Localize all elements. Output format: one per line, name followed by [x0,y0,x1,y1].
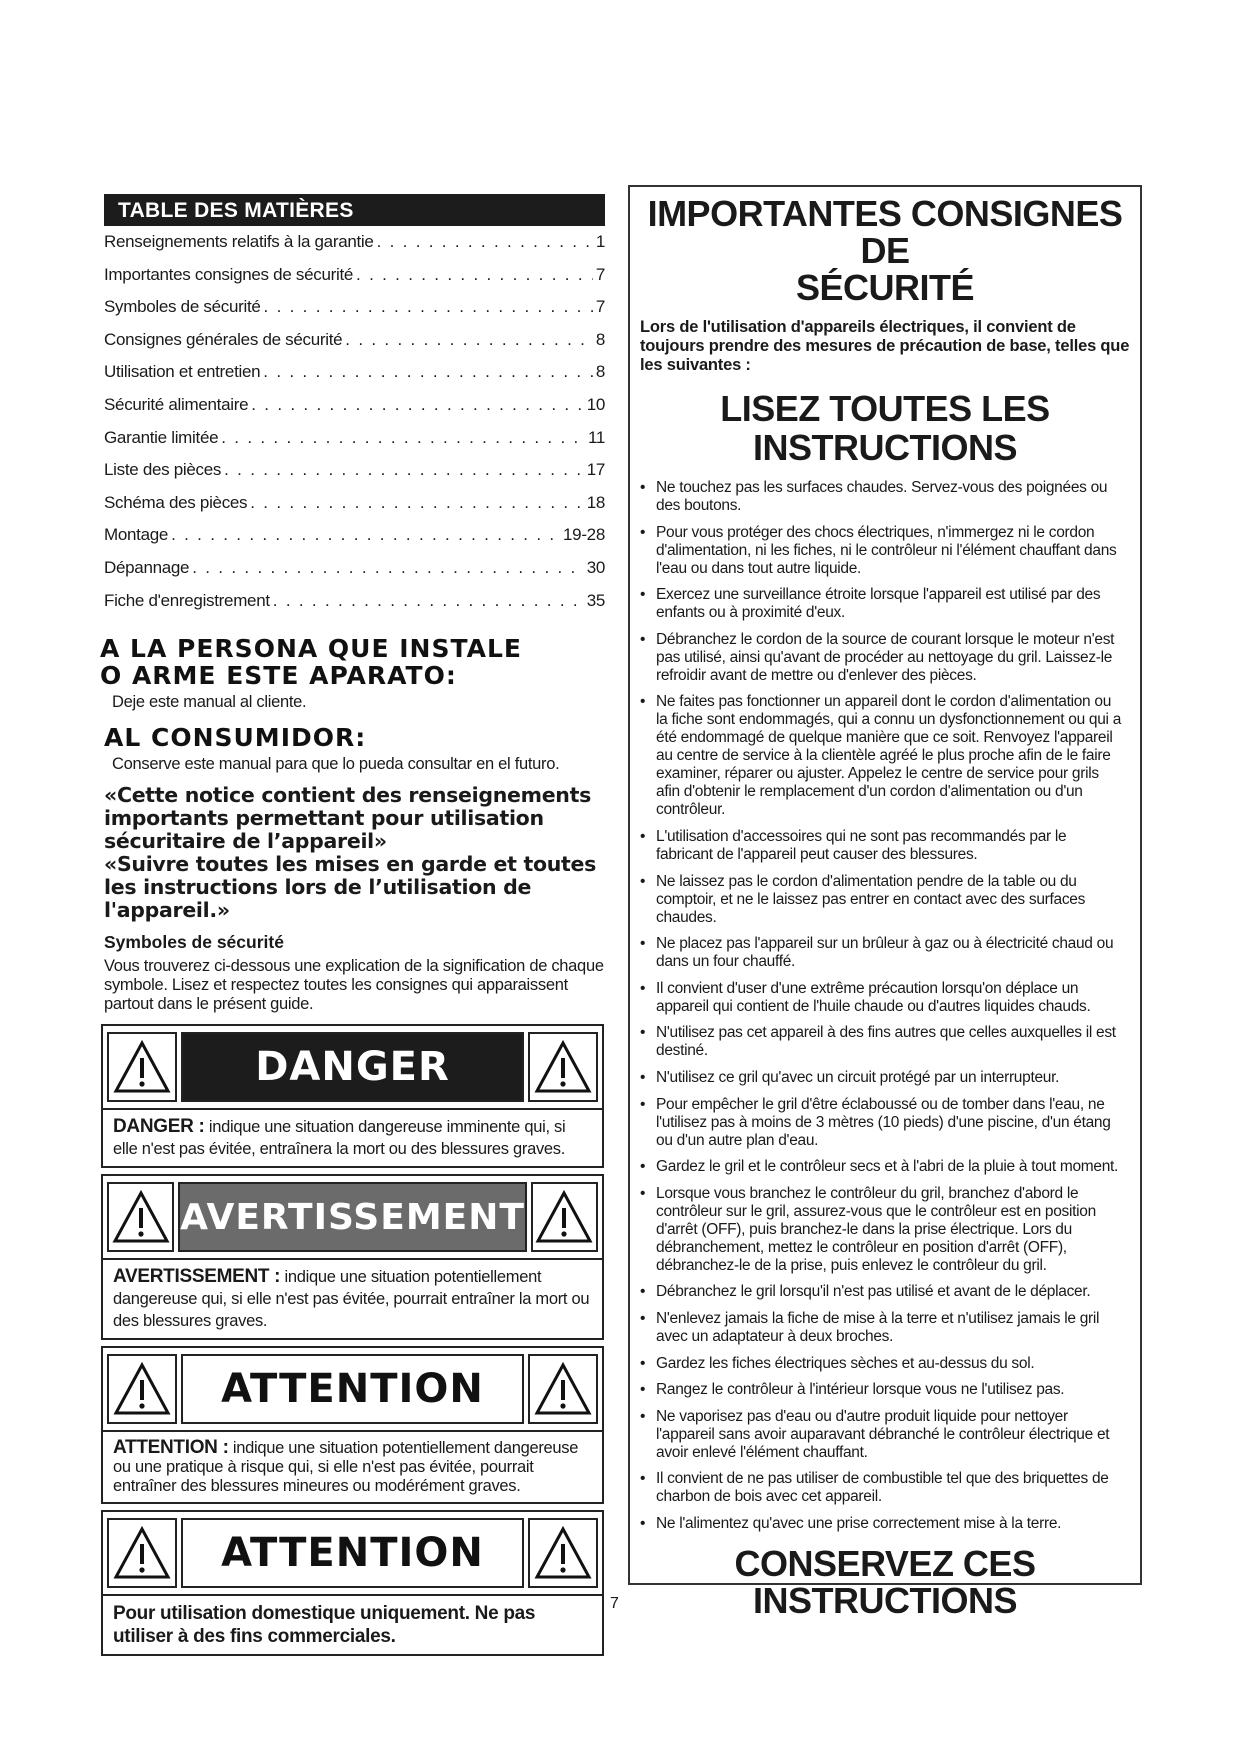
installer-title-line2: O ARME ESTE APARATO: [100,661,457,691]
attention-domestic-banner [107,1516,598,1590]
toc-entry [104,297,605,330]
avertissement-word: AVERTISSEMENT [178,1182,527,1252]
warning-triangle-icon [528,1354,598,1424]
read-instructions-title [630,389,1140,467]
toc-leader-dots [251,395,583,415]
toc-leader-dots [273,591,584,611]
toc-entry [104,525,605,558]
toc-entry-page: 11 [587,427,605,447]
safety-rule: • N'utilisez pas cet appareil à des fins autres que celles auxquelles il est destiné. [640,1024,1126,1060]
safety-rule: • Exercez une surveillance étroite lorsque l'appareil est utilisé par des enfants ou à proximité d'eux. [640,586,1126,622]
toc-entry-page: 10 [586,394,605,414]
attention-domestic-box [101,1510,604,1656]
read-title-line1: LISEZ TOUTES LES [720,388,1050,429]
attention-domestic-word: ATTENTION [181,1518,524,1588]
toc-leader-dots [356,265,593,285]
page-number: 7 [610,1595,619,1612]
danger-word: DANGER [181,1032,524,1102]
toc-entry [104,395,605,428]
avertissement-label: AVERTISSEMENT : [113,1266,281,1288]
installer-title [100,635,605,689]
toc-entry-page: 7 [595,264,605,284]
warning-triangle-icon [531,1182,598,1252]
toc-entry-title: Symboles de sécurité [104,297,261,317]
warning-triangle-icon [107,1032,177,1102]
warning-triangle-icon [528,1032,598,1102]
danger-label: DANGER : [113,1116,205,1138]
toc-entry-page: 35 [586,590,605,610]
safety-rule: • Ne faites pas fonctionner un appareil dont le cordon d'alimentation ou la fiche sont endommagés, qui a connu un dysfonctionnement ou qui a été endommagé de quelque manière que ce soit. Renvoyez l'appareil au centre de service à la clientèle agréé le plus proche afin de le faire examiner, réparer ou ajuster. Appelez le centre de service pour grils afin d'obtenir le remplacement d'un cordon d'alimentation ou d'un contrôleur. [640,693,1126,819]
toc-entry [104,591,605,624]
toc-header: TABLE DES MATIÈRES [104,194,605,226]
toc-entry-title: Sécurité alimentaire [104,394,249,414]
danger-box [101,1024,604,1168]
toc-entry-page: 30 [586,557,605,577]
safety-title [630,195,1140,306]
danger-banner [107,1030,598,1104]
safety-rule: • Rangez le contrôleur à l'intérieur lorsque vous ne l'utilisez pas. [640,1381,1126,1399]
toc-entry [104,362,605,395]
symbols-title: Symboles de sécurité [104,932,284,953]
toc-entry-title: Liste des pièces [104,460,222,480]
safety-rule: • N'enlevez jamais la fiche de mise à la terre et n'utilisez jamais le gril avec un adaptateur à deux broches. [640,1310,1126,1346]
safety-rule: • Pour empêcher le gril d'être éclaboussé ou de tomber dans l'eau, ne l'utilisez pas à moins de 3 mètres (10 pieds) d'une piscine, d'un étang ou d'un autre plan d'eau. [640,1096,1126,1150]
notice-line1: «Cette notice contient des renseignements importants permettant pour utilisation sécuritaire de l’appareil» [104,783,592,854]
installer-text: Deje este manual al cliente. [112,693,307,712]
keep-instructions-title [630,1542,1140,1621]
toc-entry-page: 8 [595,329,605,349]
avertissement-description [103,1258,602,1338]
toc-entry-title: Garantie limitée [104,427,219,447]
toc-leader-dots [192,558,583,578]
attention-word: ATTENTION [181,1354,524,1424]
safety-rule: • Gardez le gril et le contrôleur secs et à l'abri de la pluie à tout moment. [640,1158,1126,1176]
safety-rule: • Débranchez le gril lorsqu'il n'est pas utilisé et avant de le déplacer. [640,1283,1126,1301]
warning-triangle-icon [528,1518,598,1588]
toc-entry [104,428,605,461]
attention-text: indique une situation potentiellement dangereuse ou une pratique à risque qui, si elle n'est pas évitée, pourrait entraîner des blessures mineures ou modérément graves. [113,1439,579,1496]
toc-entry-title: Montage [104,525,169,545]
toc-entry-page: 19-28 [563,525,605,545]
avertissement-box [101,1174,604,1340]
safety-rule: • Ne laissez pas le cordon d'alimentation pendre de la table ou du comptoir, et ne le laissez pas entrer en contact avec des surfaces chaudes. [640,873,1126,927]
toc-leader-dots [345,330,593,350]
toc-entry-title: Renseignements relatifs à la garantie [104,232,374,251]
toc-entry-page: 1 [595,232,605,251]
toc-entry [104,558,605,591]
safety-rule: • Il convient d'user d'une extrême précaution lorsqu'on déplace un appareil qui contient de l'huile chaude ou d'autres liquides chauds. [640,980,1126,1016]
safety-rule: • Débranchez le cordon de la source de courant lorsque le moteur n'est pas utilisé, ainsi qu'avant de procéder au nettoyage du gril. Laissez-le refroidir avant de mettre ou d'enlever des pièces. [640,631,1126,685]
warning-triangle-icon [107,1182,174,1252]
keep-title-line1: CONSERVEZ CES [734,1542,1036,1584]
toc-entry-title: Utilisation et entretien [104,362,261,382]
toc-entry [104,493,605,526]
safety-rule: • Ne touchez pas les surfaces chaudes. Servez-vous des poignées ou des boutons. [640,479,1126,515]
consumer-title: AL CONSUMIDOR: [104,723,367,753]
avertissement-text: indique une situation potentiellement dangereuse qui, si elle n'est pas évitée, pourrait entraîner la mort ou des blessures graves. [113,1268,590,1331]
left-column [100,190,605,1656]
toc-leader-dots [377,232,593,252]
safety-rule: • Gardez les fiches électriques sèches et au-dessus du sol. [640,1355,1126,1373]
danger-description [103,1108,602,1166]
attention-description [103,1430,602,1502]
attention-label: ATTENTION : [113,1437,229,1459]
installer-title-line1: A LA PERSONA QUE INSTALE [100,634,522,664]
toc-entry-title: Schéma des pièces [104,492,248,512]
keep-title-line2: INSTRUCTIONS [753,1579,1017,1621]
toc-entry-title: Importantes consignes de sécurité [104,264,354,284]
safety-rule: • L'utilisation d'accessoires qui ne sont pas recommandés par le fabricant de l'appareil peut causer des blessures. [640,828,1126,864]
toc-entry-title: Dépannage [104,557,190,577]
toc-leader-dots [171,525,560,545]
toc-leader-dots [264,297,593,317]
toc-entry [104,232,605,265]
read-title-line2: INSTRUCTIONS [753,427,1017,468]
symbols-text: Vous trouverez ci-dessous une explication de la signification de chaque symbole. Lisez et respectez toutes les consignes qui apparaissent partout dans le présent guide. [104,957,604,1014]
safety-rule: • Ne placez pas l'appareil sur un brûleur à gaz ou à électricité chaud ou dans un four chauffé. [640,935,1126,971]
safety-rule: • Pour vous protéger des chocs électriques, n'immergez ni le cordon d'alimentation, ni les fiches, ni le contrôleur ni l'élément chauffant dans l'eau ou dans tout autre liquide. [640,524,1126,578]
toc-leader-dots [221,428,585,448]
safety-rule: • Il convient de ne pas utiliser de combustible tel que des briquettes de charbon de bois avec cet appareil. [640,1470,1126,1506]
safety-rule: • Ne vaporisez pas d'eau ou d'autre produit liquide pour nettoyer l'appareil sans avoir auparavant débranché le contrôleur électrique et avoir enlevé l'élément chauffant. [640,1408,1126,1462]
toc-entry-page: 7 [595,297,605,317]
toc-entry-title: Consignes générales de sécurité [104,329,343,349]
safety-panel [628,185,1142,1621]
toc-entry-page: 18 [586,492,605,512]
toc-entry [104,330,605,363]
notice-line2: «Suivre toutes les mises en garde et toutes les instructions lors de l’utilisation de l'appareil.» [104,852,597,923]
warning-triangle-icon [107,1518,177,1588]
attention-box [101,1346,604,1504]
safety-title-line2: SÉCURITÉ [795,267,975,308]
toc-leader-dots [263,362,593,382]
toc-entry-page: 8 [595,362,605,382]
table-of-contents [100,232,605,623]
attention-banner [107,1352,598,1426]
safety-rule: • Ne l'alimentez qu'avec une prise correctement mise à la terre. [640,1515,1126,1533]
consumer-text: Conserve este manual para que lo pueda consultar en el futuro. [112,755,560,774]
warning-triangle-icon [107,1354,177,1424]
danger-text: indique une situation dangereuse imminente qui, si elle n'est pas évitée, entraînera la mort ou des blessures graves. [113,1118,566,1159]
safety-rule: • N'utilisez ce gril qu'avec un circuit protégé par un interrupteur. [640,1069,1126,1087]
toc-entry-title: Fiche d'enregistrement [104,590,270,610]
safety-rules-list [640,479,1126,1533]
safety-rule: • Lorsque vous branchez le contrôleur du gril, branchez d'abord le contrôleur sur le gril, assurez-vous que le contrôleur est en position d'arrêt (OFF), puis branchez-le dans la prise électrique. Lors du débranchement, mettez le contrôleur en position d'arrêt (OFF), débranchez-le de la prise, puis enlevez le contrôleur du gril. [640,1185,1126,1275]
avertissement-banner [107,1180,598,1254]
toc-leader-dots [224,460,584,480]
safety-intro: Lors de l'utilisation d'appareils électriques, il convient de toujours prendre des mesures de précaution de base, telles que les suivantes : [640,318,1130,374]
toc-entry [104,265,605,298]
toc-entry-page: 17 [586,460,605,480]
toc-entry [104,460,605,493]
safety-title-line1: IMPORTANTES CONSIGNES DE [647,193,1123,271]
toc-leader-dots [250,493,583,513]
attention-domestic-text: Pour utilisation domestique uniquement. Ne pas utiliser à des fins commerciales. [103,1594,602,1654]
